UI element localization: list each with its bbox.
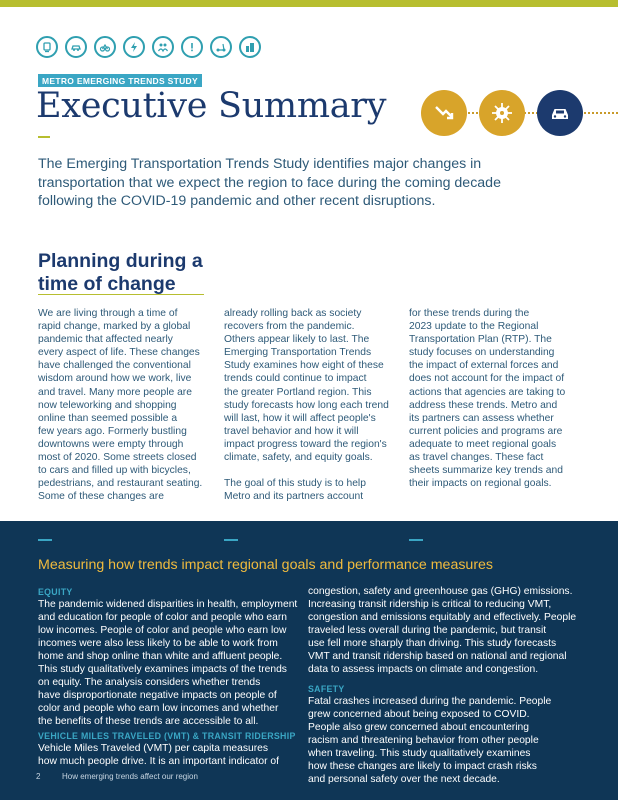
top-accent-bar	[0, 0, 618, 7]
car-icon	[537, 90, 583, 136]
equity-heading: EQUITY	[38, 587, 73, 597]
intro-paragraph: The Emerging Transportation Trends Study identifies major changes in transportation that we expect the region to face during the coming decade following the COVID-19 pandemic and other recent disruptions.	[38, 156, 501, 209]
page-number: 2	[36, 772, 41, 781]
bike-icon	[94, 36, 116, 58]
section-rule	[38, 294, 204, 295]
alert-icon	[181, 36, 203, 58]
rideshare-icon	[65, 36, 87, 58]
equity-text: The pandemic widened disparities in health, employment and education for people of color and people who earn low incomes. People of color and people who earn low incomes were also less likely to be able to work from home and shop online than white and affluent people. This study qualitatively examines impacts of the trends on equity. The analysis considers whether trends have disproportionate negative impacts on people of color and people who earn low incomes and whether the benefits of these trends are accessible to all.	[38, 599, 298, 727]
panel-rule	[224, 539, 238, 541]
section-heading-planning: Planning during a time of change	[38, 250, 203, 295]
panel-rule	[38, 539, 52, 541]
measures-heading: Measuring how trends impact regional goals and performance measures	[38, 557, 494, 573]
panel-rule	[409, 539, 423, 541]
safety-heading: SAFETY	[308, 684, 345, 694]
vmt-text: Vehicle Miles Traveled (VMT) per capita measures how much people drive. It is an important indicator of	[38, 743, 279, 767]
safety-text: Fatal crashes increased during the pandemic. People grew concerned about being exposed to COVID. People also grew concerned about encountering racism and threatening behavior from other people when traveling. This study qualitatively examines how these changes are likely to impact crash risks and personal safety over the next decade.	[308, 696, 552, 785]
footer-text: How emerging trends affect our region	[62, 772, 198, 781]
body-column-1: We are living through a time of rapid change, marked by a global pandemic that affected nearly every aspect of life. These changes have challenged the conventional wisdom around how we work, live and travel. Many more people are now teleworking and shopping online than seemed possible a few years ago. Formerly bustling downtowns were empty through most of 2020. Some streets closed to cars and filled up with bicycles, pedestrians, and restaurant seating. Some of these changes are	[38, 308, 203, 503]
study-tag: METRO EMERGING TRENDS STUDY	[38, 74, 202, 87]
feature-icon-group	[421, 90, 618, 136]
people-icon	[152, 36, 174, 58]
scooter-icon	[210, 36, 232, 58]
trend-down-icon	[421, 90, 467, 136]
city-icon	[239, 36, 261, 58]
vmt-heading: VEHICLE MILES TRAVELED (VMT) & TRANSIT RIDERSHIP	[38, 731, 296, 741]
page-title: Executive Summary	[36, 86, 387, 126]
ev-charging-icon	[123, 36, 145, 58]
title-rule	[38, 136, 50, 138]
body-column-2: already rolling back as society recovers from the pandemic. Others appear likely to last. The Emerging Transportation Trends Study examines how eight of these trends could continue to impact the greater Portland region. This study forecasts how long each trend will last, how it will affect people's travel behavior and how it will impact progress toward the region's climate, safety, and equity goals. The goal of this study is to help Metro and its partners account	[224, 308, 389, 503]
trend-icon-row	[36, 36, 261, 58]
vmt-text-continued: congestion, safety and greenhouse gas (GHG) emissions. Increasing transit ridership is critical to reducing VMT, congestion and emissions equitably and effectively. People traveled less overall during the pandemic, but transit use fell more sharply than driving. This study forecasts VMT and transit ridership based on national and regional data to assess impacts on climate and congestion.	[308, 586, 577, 675]
virus-icon	[479, 90, 525, 136]
transit-icon	[36, 36, 58, 58]
body-column-3: for these trends during the 2023 update to the Regional Transportation Plan (RTP). The study focuses on understanding the impact of external forces and does not account for the impact of actions that agencies are taking to address these trends. Metro and its partners can assess whether current policies and programs are adequate to meet regional goals as travel changes. These fact sheets summarize key trends and their impacts on regional goals.	[409, 308, 566, 490]
